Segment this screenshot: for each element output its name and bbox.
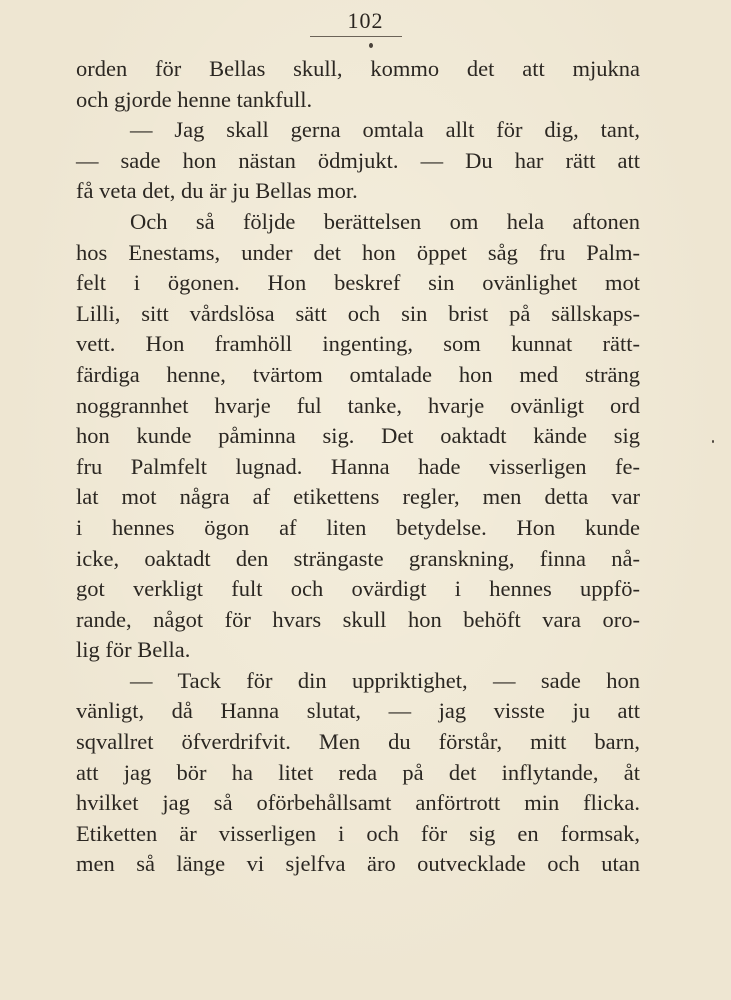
text-line: hos Enestams, under det hon öppet såg fru Palm- [76, 239, 640, 265]
header-rule [310, 36, 402, 37]
text-line: men så länge vi sjelfva äro outvecklade och utan [76, 851, 640, 877]
text-line: hon kunde påminna sig. Det oaktadt kände sig [76, 423, 640, 449]
text-line: felt i ögonen. Hon beskref sin ovänlighet mot [76, 270, 640, 296]
text-line: Etiketten är visserligen i och för sig en formsak, [76, 820, 640, 846]
text-line: Lilli, sitt vårdslösa sätt och sin brist på sällskaps- [76, 300, 640, 326]
text-line: och gjorde henne tankfull. [76, 86, 313, 112]
text-line: hvilket jag så oförbehållsamt anförtrott min flicka. [76, 790, 640, 816]
text-line: sqvallret öfverdrifvit. Men du förstår, mitt barn, [76, 729, 640, 755]
text-line: rande, något för hvars skull hon behöft vara oro- [76, 606, 640, 632]
text-line: få veta det, du är ju Bellas mor. [76, 178, 358, 204]
text-line: fru Palmfelt lugnad. Hanna hade visserligen fe- [76, 453, 640, 479]
text-line: Och så följde berättelsen om hela aftonen [130, 208, 640, 234]
ink-speck [712, 440, 714, 443]
text-line: lig för Bella. [76, 637, 191, 663]
text-line: lat mot några af etikettens regler, men detta var [76, 484, 640, 510]
text-line: — Tack för din uppriktighet, — sade hon [130, 667, 640, 693]
page-number: 102 [347, 8, 384, 33]
text-line: vett. Hon framhöll ingenting, som kunnat rätt- [76, 331, 640, 357]
text-line: — Jag skall gerna omtala allt för dig, tant, [130, 117, 640, 143]
text-line: vänligt, då Hanna slutat, — jag visste ju att [76, 698, 640, 724]
text-line: färdiga henne, tvärtom omtalade hon med sträng [76, 361, 640, 387]
text-line: i hennes ögon af liten betydelse. Hon kunde [76, 514, 640, 540]
text-line: icke, oaktadt den strängaste granskning, finna nå- [76, 545, 640, 571]
text-line: got verkligt fult och ovärdigt i hennes uppfö- [76, 576, 640, 602]
text-line: — sade hon nästan ödmjukt. — Du har rätt att [76, 147, 640, 173]
ink-speck [369, 43, 373, 48]
text-line: noggrannhet hvarje ful tanke, hvarje ovänligt ord [76, 392, 640, 418]
text-line: att jag bör ha litet reda på det inflytande, åt [76, 759, 640, 785]
text-line: orden för Bellas skull, kommo det att mjukna [76, 56, 640, 81]
body-text [76, 54, 640, 880]
